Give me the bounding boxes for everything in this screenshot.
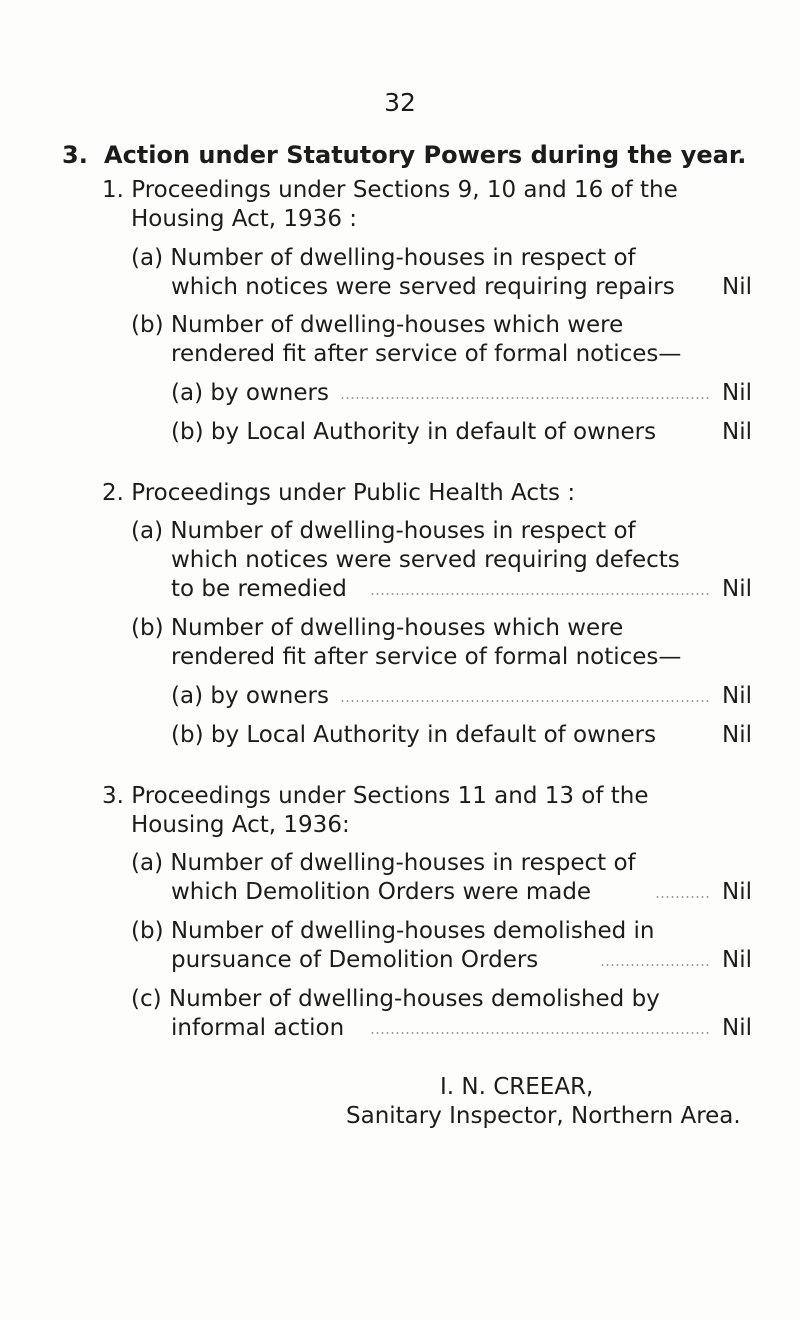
part-1-item-b-line-2: rendered fit after service of formal notices— — [171, 341, 682, 367]
part-3-item-c-value: Nil — [722, 1015, 752, 1041]
dot-leader — [340, 700, 710, 702]
part-1-title-line-2: Housing Act, 1936 : — [131, 206, 358, 232]
part-1-owners-value: Nil — [722, 380, 752, 406]
part-3-item-c-line-2: informal action — [171, 1015, 345, 1041]
part-2-local-authority-value: Nil — [722, 722, 752, 748]
signature-name: I. N. CREEAR, — [440, 1074, 594, 1100]
part-3-item-a-line-1: (a) Number of dwelling-houses in respect of — [131, 850, 636, 876]
part-2-item-a-line-2: which notices were served requiring defects — [171, 547, 680, 573]
part-2-title-line-1: 2. Proceedings under Public Health Acts : — [102, 480, 576, 506]
page-number: 32 — [384, 88, 416, 117]
part-2-owners-label: (a) by owners — [171, 683, 329, 709]
part-3-item-b-line-1: (b) Number of dwelling-houses demolished in — [131, 918, 655, 944]
signature-title: Sanitary Inspector, Northern Area. — [346, 1103, 741, 1129]
part-3-item-b-line-2: pursuance of Demolition Orders — [171, 947, 539, 973]
part-3-title-line-1: 3. Proceedings under Sections 11 and 13 of the — [102, 783, 649, 809]
part-3-title-line-2: Housing Act, 1936: — [131, 812, 350, 838]
part-1-title-line-1: 1. Proceedings under Sections 9, 10 and 16 of the — [102, 177, 678, 203]
part-2-item-a-value: Nil — [722, 576, 752, 602]
part-1-item-a-line-1: (a) Number of dwelling-houses in respect of — [131, 245, 636, 271]
part-1-item-b-line-1: (b) Number of dwelling-houses which were — [131, 312, 624, 338]
part-3-item-a-line-2: which Demolition Orders were made — [171, 879, 592, 905]
part-3-item-b-value: Nil — [722, 947, 752, 973]
section-heading — [62, 141, 746, 169]
part-3-item-c-line-1: (c) Number of dwelling-houses demolished by — [131, 986, 660, 1012]
dot-leader — [600, 964, 710, 966]
part-2-item-b-line-1: (b) Number of dwelling-houses which were — [131, 615, 624, 641]
part-1-local-authority-label: (b) by Local Authority in default of owners — [171, 419, 657, 445]
part-1-local-authority-value: Nil — [722, 419, 752, 445]
part-1-owners-label: (a) by owners — [171, 380, 329, 406]
dot-leader — [340, 397, 710, 399]
dot-leader — [370, 1032, 710, 1034]
part-1-item-a-line-2: which notices were served requiring repairs — [171, 274, 675, 300]
dot-leader — [655, 896, 710, 898]
part-3-item-a-value: Nil — [722, 879, 752, 905]
dot-leader — [370, 593, 710, 595]
part-2-owners-value: Nil — [722, 683, 752, 709]
section-heading-number: 3. — [62, 141, 88, 169]
part-1-item-a-value: Nil — [722, 274, 752, 300]
part-2-item-b-line-2: rendered fit after service of formal notices— — [171, 644, 682, 670]
part-2-item-a-line-1: (a) Number of dwelling-houses in respect of — [131, 518, 636, 544]
part-2-local-authority-label: (b) by Local Authority in default of owners — [171, 722, 657, 748]
section-heading-title: Action under Statutory Powers during the year. — [104, 141, 747, 169]
part-2-item-a-line-3: to be remedied — [171, 576, 347, 602]
